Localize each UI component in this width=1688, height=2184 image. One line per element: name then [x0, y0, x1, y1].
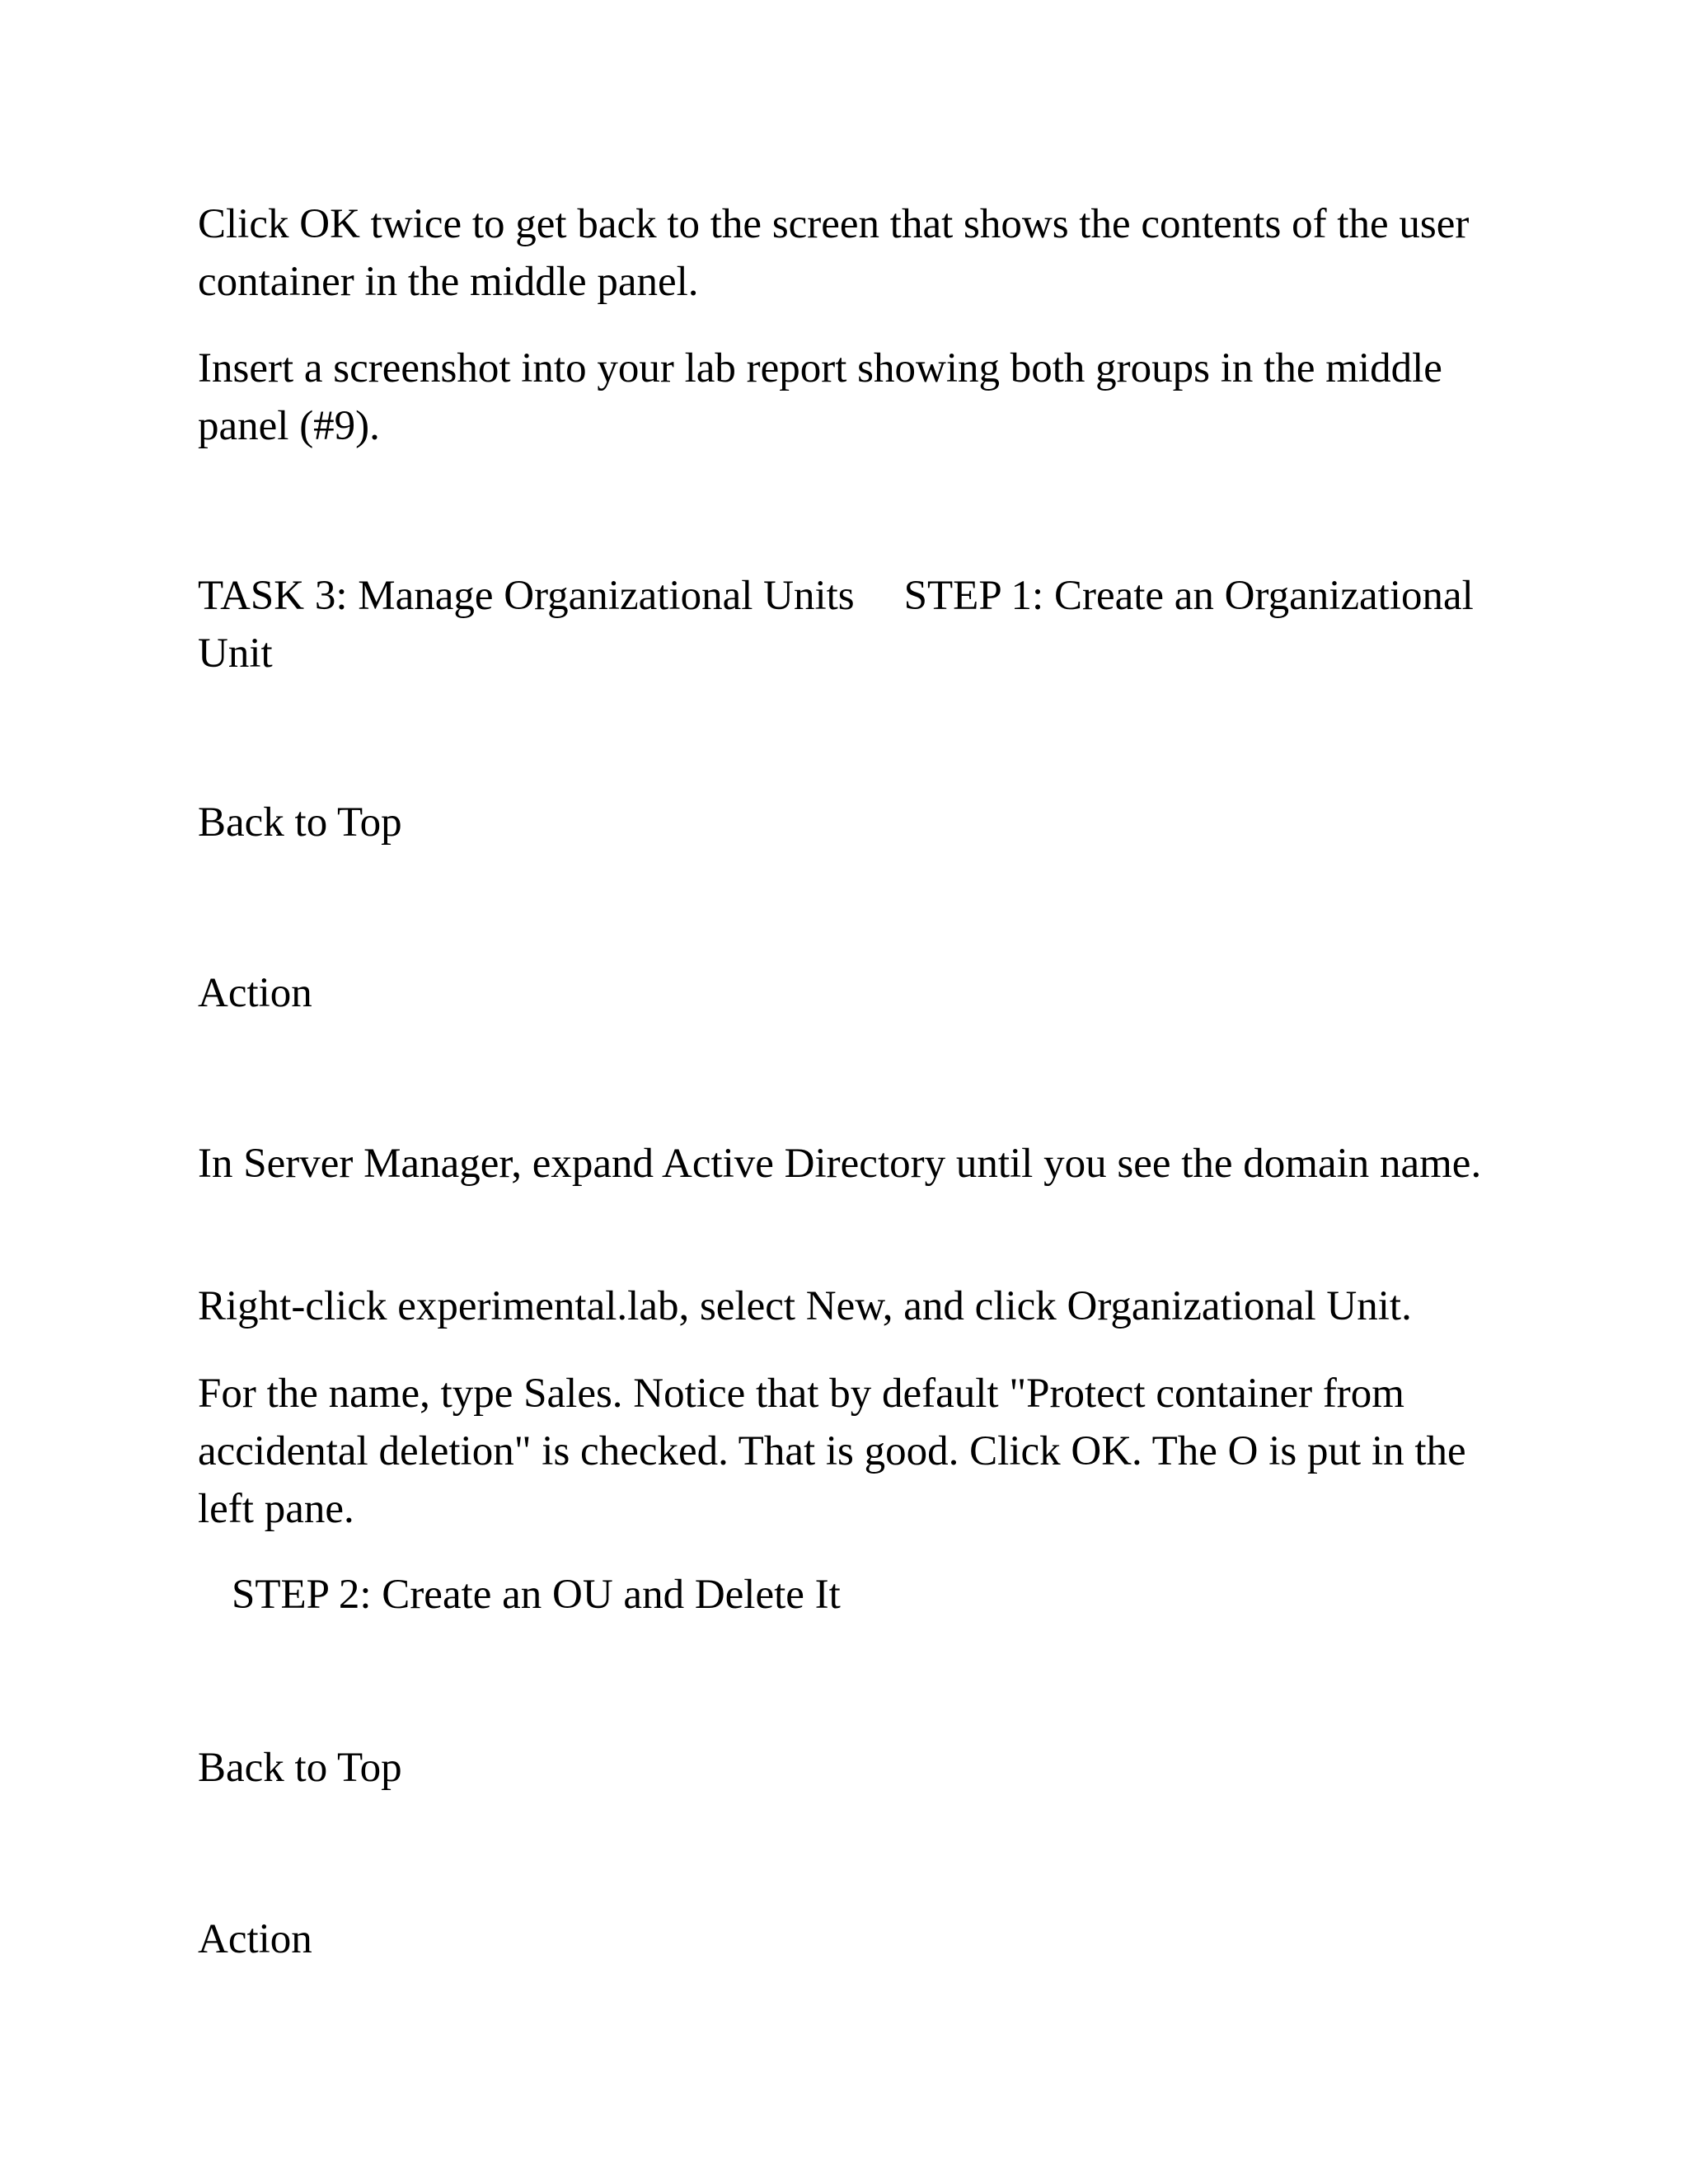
action-label-1: Action	[198, 970, 312, 1016]
paragraph-name-sales: For the name, type Sales. Notice that by default "Protect container from accidental deletion" is checked. That is good. Click OK. The O is put in the left pane.	[198, 1371, 1466, 1532]
task3-title: TASK 3: Manage Organizational Units	[198, 573, 855, 619]
paragraph-click-ok: Click OK twice to get back to the screen that shows the contents of the user container in the middle panel.	[198, 201, 1470, 305]
paragraph-server-manager: In Server Manager, expand Active Directory until you see the domain name.	[198, 1141, 1482, 1187]
task3-step1-title: STEP 1: Create an Organizational Unit	[198, 573, 1474, 677]
paragraph-right-click: Right-click experimental.lab, select New, and click Organizational Unit.	[198, 1283, 1412, 1329]
back-to-top-link-1[interactable]: Back to Top	[198, 799, 402, 846]
task3-heading	[198, 567, 1500, 682]
action-label-2: Action	[198, 1916, 312, 1962]
back-to-top-link-2[interactable]: Back to Top	[198, 1745, 402, 1791]
step2-heading: STEP 2: Create an OU and Delete It	[232, 1572, 841, 1618]
paragraph-insert-screenshot: Insert a screenshot into your lab report showing both groups in the middle panel (#9).	[198, 345, 1442, 449]
